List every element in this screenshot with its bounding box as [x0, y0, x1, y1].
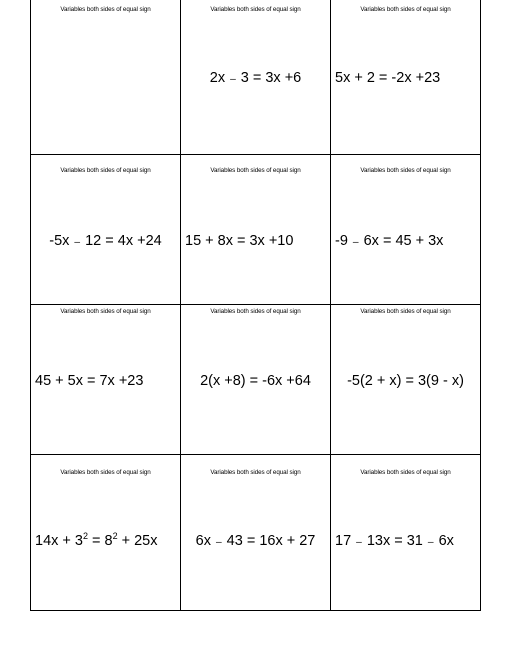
equation-text [35, 373, 180, 389]
equation-card [31, 305, 180, 454]
card-heading: Variables both sides of equal sign [360, 6, 451, 13]
equation-text [181, 70, 330, 86]
equation-segment: = 8 [87, 533, 113, 549]
equation-card [181, 155, 330, 304]
card-heading: Variables both sides of equal sign [360, 469, 451, 476]
equation-segment: 5x + 2 = -2x +23 [335, 70, 441, 86]
equation-text [185, 233, 330, 249]
card-heading: Variables both sides of equal sign [210, 6, 301, 13]
equation-text [335, 533, 480, 549]
equation-segment: 2(x +8) = -6x +64 [200, 373, 311, 389]
equation-segment: 14x + 3 [35, 533, 83, 549]
equation-text [35, 533, 180, 549]
equation-card [181, 455, 330, 610]
equation-card [181, 0, 330, 154]
equation-segment: + 25x [117, 533, 158, 549]
equation-card [31, 155, 180, 304]
equation-segment: 17 ₋ 13x = 31 ₋ 6x [335, 533, 454, 549]
equation-segment: -9 ₋ 6x = 45 + 3x [335, 233, 444, 249]
equation-text [335, 233, 480, 249]
equation-card [331, 455, 480, 610]
equation-exponent: 2 [112, 531, 118, 541]
equation-exponent: 2 [82, 531, 88, 541]
equation-segment: 45 + 5x = 7x +23 [35, 373, 144, 389]
equation-text [31, 233, 180, 249]
equation-text [335, 70, 480, 86]
equation-text [181, 533, 330, 549]
equation-segment: 15 + 8x = 3x +10 [185, 233, 294, 249]
card-heading: Variables both sides of equal sign [360, 167, 451, 174]
card-heading: Variables both sides of equal sign [60, 308, 151, 315]
equation-text [181, 373, 330, 389]
card-heading: Variables both sides of equal sign [210, 469, 301, 476]
equation-segment: 6x ₋ 43 = 16x + 27 [195, 533, 316, 549]
card-heading: Variables both sides of equal sign [210, 308, 301, 315]
equation-card [331, 305, 480, 454]
equation-card [31, 0, 180, 154]
card-heading: Variables both sides of equal sign [60, 469, 151, 476]
equation-card [331, 0, 480, 154]
card-heading: Variables both sides of equal sign [360, 308, 451, 315]
equation-segment: -5(2 + x) = 3(9 - x) [347, 373, 464, 389]
equation-card [181, 305, 330, 454]
equation-segment: 2x ₋ 3 = 3x +6 [209, 70, 302, 86]
equation-text [331, 373, 480, 389]
equation-card [31, 455, 180, 610]
grid-line-vertical [480, 0, 481, 611]
card-heading: Variables both sides of equal sign [210, 167, 301, 174]
card-heading: Variables both sides of equal sign [60, 167, 151, 174]
card-heading: Variables both sides of equal sign [60, 6, 151, 13]
grid-line-horizontal [30, 610, 481, 611]
equation-card [331, 155, 480, 304]
equation-segment: -5x ₋ 12 = 4x +24 [49, 233, 162, 249]
